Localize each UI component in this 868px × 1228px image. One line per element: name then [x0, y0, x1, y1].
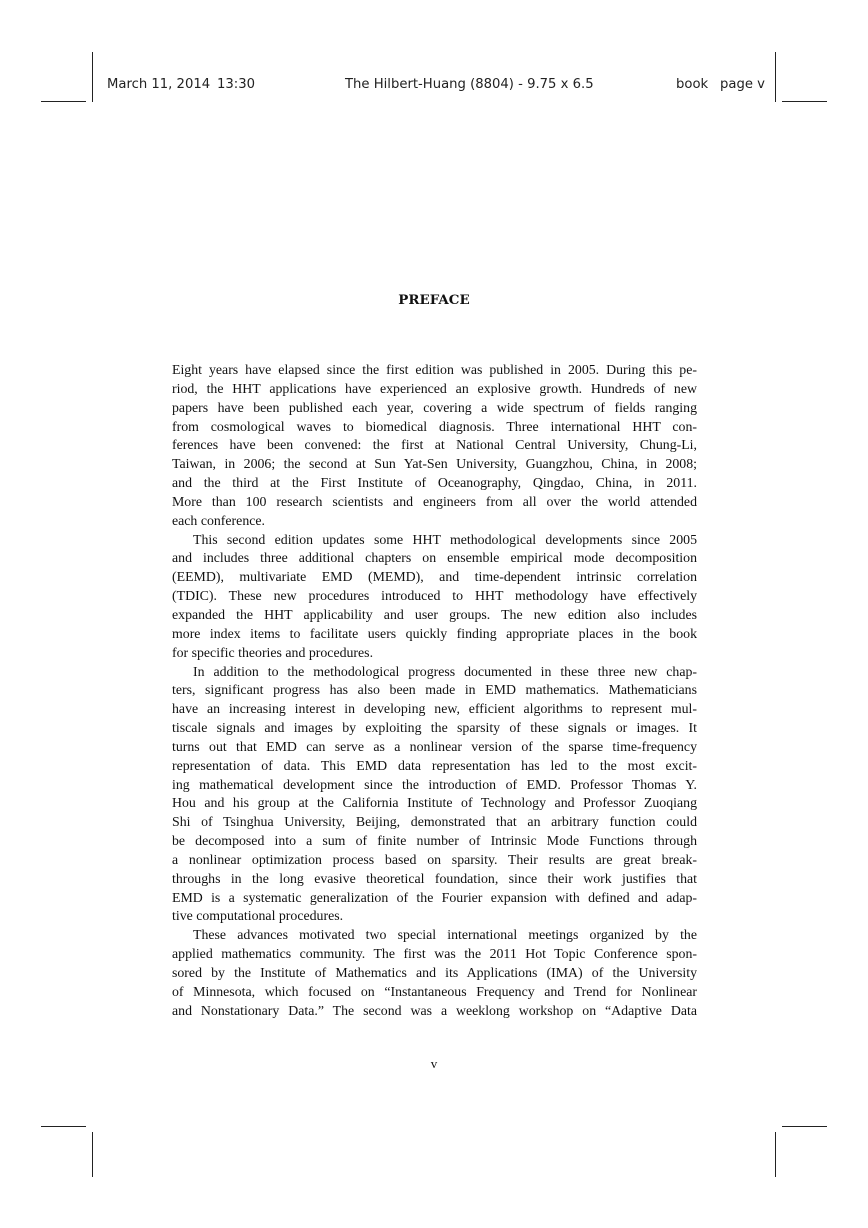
- text-line: tiscale signals and images by exploiting the sparsity of these signals or images. It: [172, 720, 697, 736]
- text-line: ters, significant progress has also been made in EMD mathematics. Mathematicians: [172, 682, 697, 698]
- crop-mark: [782, 101, 827, 102]
- text-line: EMD is a systematic generalization of the Fourier expansion with defined and adap-: [172, 889, 697, 905]
- header-page-label: page v: [720, 77, 765, 92]
- crop-mark: [92, 52, 93, 102]
- crop-mark: [92, 1132, 93, 1177]
- text-line: and the third at the First Institute of Oceanography, Qingdao, China, in 2011.: [172, 475, 697, 491]
- text-line: turns out that EMD can serve as a nonlinear version of the sparse time-frequency: [172, 738, 697, 754]
- text-line: (EEMD), multivariate EMD (MEMD), and time-dependent intrinsic correlation: [172, 569, 697, 585]
- page-title: PREFACE: [398, 292, 470, 308]
- text-line: These advances motivated two special international meetings organized by the: [193, 927, 697, 943]
- text-line: Shi of Tsinghua University, Beijing, demonstrated that an arbitrary function could: [172, 814, 697, 830]
- text-line: and Nonstationary Data.” The second was a weeklong workshop on “Adaptive Data: [172, 1002, 697, 1018]
- text-line: each conference.: [172, 512, 265, 528]
- text-line: representation of data. This EMD data representation has led to the most excit-: [172, 757, 697, 773]
- header-date: March 11, 2014: [107, 77, 211, 92]
- crop-mark: [775, 1132, 776, 1177]
- header-time: 13:30: [217, 77, 256, 92]
- text-line: Hou and his group at the California Institute of Technology and Professor Zuoqiang: [172, 795, 697, 811]
- text-line: more index items to facilitate users quickly finding appropriate places in the book: [172, 625, 697, 641]
- text-line: a nonlinear optimization process based on sparsity. Their results are great break-: [172, 851, 697, 867]
- text-line: from cosmological waves to biomedical diagnosis. Three international HHT con-: [172, 418, 697, 434]
- text-line: In addition to the methodological progress documented in these three new chap-: [193, 663, 697, 679]
- text-line: (TDIC). These new procedures introduced to HHT methodology have effectively: [172, 588, 697, 604]
- text-line: throughs in the long evasive theoretical foundation, since their work justifies that: [172, 870, 697, 886]
- text-line: sored by the Institute of Mathematics and its Applications (IMA) of the University: [172, 965, 697, 980]
- text-line: for specific theories and procedures.: [172, 644, 374, 660]
- crop-mark: [782, 1126, 827, 1127]
- crop-mark: [41, 1126, 86, 1127]
- text-line: More than 100 research scientists and engineers from all over the world attended: [172, 493, 697, 509]
- text-line: ing mathematical development since the introduction of EMD. Professor Thomas Y.: [172, 776, 697, 792]
- crop-mark: [41, 101, 86, 102]
- text-line: applied mathematics community. The first was the 2011 Hot Topic Conference spon-: [172, 946, 697, 962]
- text-line: riod, the HHT applications have experienced an explosive growth. Hundreds of new: [172, 380, 697, 396]
- header-book-title: The Hilbert-Huang (8804) - 9.75 x 6.5: [345, 77, 594, 92]
- text-line: of Minnesota, which focused on “Instantaneous Frequency and Trend for Nonlinear: [172, 983, 697, 999]
- text-line: be decomposed into a sum of finite number of Intrinsic Mode Functions through: [172, 833, 697, 849]
- text-line: Eight years have elapsed since the first edition was published in 2005. During this pe-: [172, 362, 697, 377]
- text-line: have an increasing interest in developing new, efficient algorithms to represent mul-: [172, 701, 697, 717]
- text-line: tive computational procedures.: [172, 908, 344, 924]
- text-line: Taiwan, in 2006; the second at Sun Yat-Sen University, Guangzhou, China, in 2008;: [172, 456, 697, 472]
- crop-mark: [775, 52, 776, 102]
- text-line: papers have been published each year, covering a wide spectrum of fields ranging: [172, 399, 697, 415]
- page-number: v: [430, 1056, 438, 1071]
- text-line: This second edition updates some HHT methodological developments since 2005: [193, 531, 697, 547]
- text-line: ferences have been convened: the first at National Central University, Chung-Li,: [172, 437, 697, 453]
- body-text: [172, 361, 697, 1021]
- text-line: expanded the HHT applicability and user groups. The new edition also includes: [172, 606, 697, 622]
- header-type: book: [676, 77, 709, 92]
- text-line: and includes three additional chapters on ensemble empirical mode decomposition: [172, 550, 697, 566]
